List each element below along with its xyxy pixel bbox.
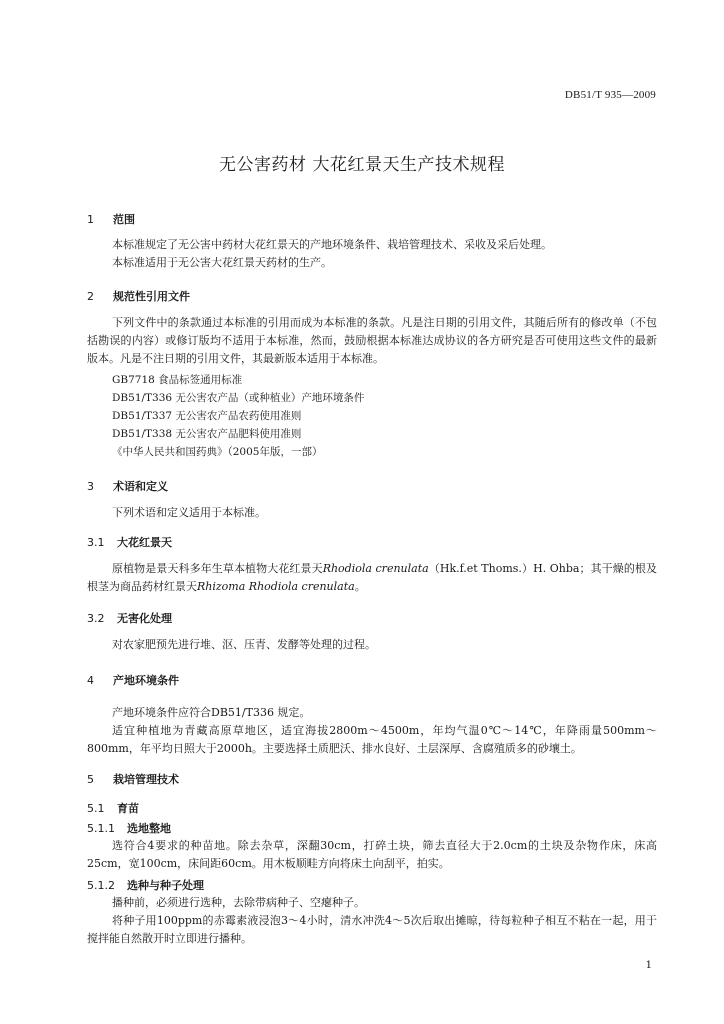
reference-item: 《中华人民共和国药典》（2005年版，一部） (112, 446, 323, 458)
paragraph: 本标准适用于无公害大花红景天药材的生产。 (112, 256, 332, 269)
section-number: 3.1 (87, 536, 105, 549)
section-number: 4 (87, 674, 94, 687)
section-title: 选地整地 (127, 822, 171, 835)
paragraph: 本标准规定了无公害中药材大花红景天的产地环境条件、栽培管理技术、采收及采后处理。 (112, 238, 552, 251)
section-heading-2 (87, 288, 190, 304)
paragraph: 选符合4要求的种苗地。除去杂草，深翻30cm，打碎土块，筛去直径大于2.0cm的土块及杂物作床，床高25cm，宽100cm，床间距60cm。用木板顺畦方向将床土向刮平，拍实。 (87, 839, 657, 870)
section-number: 2 (87, 290, 94, 303)
text-run: （Hk.f.et Thoms.）H. Ohba；其干燥的根及根茎为商品药材红景天 (87, 562, 658, 593)
section-title: 无害化处理 (117, 612, 172, 625)
section-number: 5.1.1 (87, 822, 115, 835)
reference-item: GB7718 食品标签通用标准 (112, 374, 243, 386)
section-title: 选种与种子处理 (127, 879, 204, 892)
text-run: 。 (354, 580, 366, 593)
section-title: 规范性引用文件 (113, 290, 190, 303)
paragraph: 下列文件中的条款通过本标准的引用而成为本标准的条款。凡是注日期的引用文件，其随后所有的修改单（不包括勘误的内容）或修订版均不适用于本标准，然而，鼓励根据本标准达成协议的各方研究是否可使用这些文件的最新版本。凡是不注日期的引用文件，其最新版本适用于本标准。 (87, 316, 657, 365)
section-number: 3.2 (87, 612, 105, 625)
section-heading-1 (87, 211, 135, 227)
section-number: 1 (87, 213, 94, 226)
section-title: 育苗 (117, 802, 139, 815)
paragraph (87, 560, 657, 596)
section-title: 范围 (113, 213, 135, 226)
section-heading-5-1 (87, 800, 139, 816)
standard-code: DB51/T 935—2009 (564, 89, 656, 101)
reference-item: DB51/T338 无公害农产品肥料使用准则 (112, 428, 302, 440)
reference-item: DB51/T336 无公害农产品（或种植业）产地环境条件 (112, 392, 365, 404)
section-title: 栽培管理技术 (113, 773, 179, 786)
section-number: 3 (87, 480, 94, 493)
section-heading-5-1-1 (87, 820, 171, 836)
section-number: 5 (87, 773, 94, 786)
section-number: 5.1 (87, 802, 105, 815)
text-run: 原植物是景天科多年生草本植物大花红景天 (112, 562, 323, 575)
paragraph: 产地环境条件应符合DB51/T336 规定。 (112, 706, 311, 719)
page-number: 1 (645, 960, 652, 971)
paragraph: 对农家肥预先进行堆、沤、压青、发酵等处理的过程。 (112, 638, 376, 651)
section-title: 产地环境条件 (113, 674, 179, 687)
section-heading-3-1 (87, 534, 172, 550)
latin-name: Rhizoma Rhodiola crenulata (197, 580, 355, 593)
paragraph: 将种子用100ppm的赤霉素液浸泡3～4小时，清水冲洗4～5次后取出摊晾，待每粒种子相互不粘在一起，用于搅拌能自然散开时立即进行播种。 (87, 914, 657, 945)
section-title: 大花红景天 (117, 536, 172, 549)
section-heading-3 (87, 478, 168, 494)
section-number: 5.1.2 (87, 879, 115, 892)
reference-item: DB51/T337 无公害农产品农药使用准则 (112, 410, 302, 422)
section-title: 术语和定义 (113, 480, 168, 493)
section-heading-3-2 (87, 610, 172, 626)
document-title: 无公害药材 大花红景天生产技术规程 (219, 155, 505, 175)
latin-name: Rhodiola crenulata (322, 562, 429, 575)
section-heading-5-1-2 (87, 877, 204, 893)
paragraph: 适宜种植地为青藏高原草地区，适宜海拔2800m～4500m，年均气温0℃～14℃，年降雨量500mm～800mm，年平均日照大于2000h。主要选择土质肥沃、排水良好、土层深厚、含腐殖质多的砂壤土。 (87, 724, 657, 755)
paragraph: 播种前，必须进行选种，去除带病种子、空瘪种子。 (112, 896, 365, 909)
section-heading-5 (87, 771, 179, 787)
section-heading-4 (87, 672, 179, 688)
paragraph: 下列术语和定义适用于本标准。 (112, 506, 266, 519)
